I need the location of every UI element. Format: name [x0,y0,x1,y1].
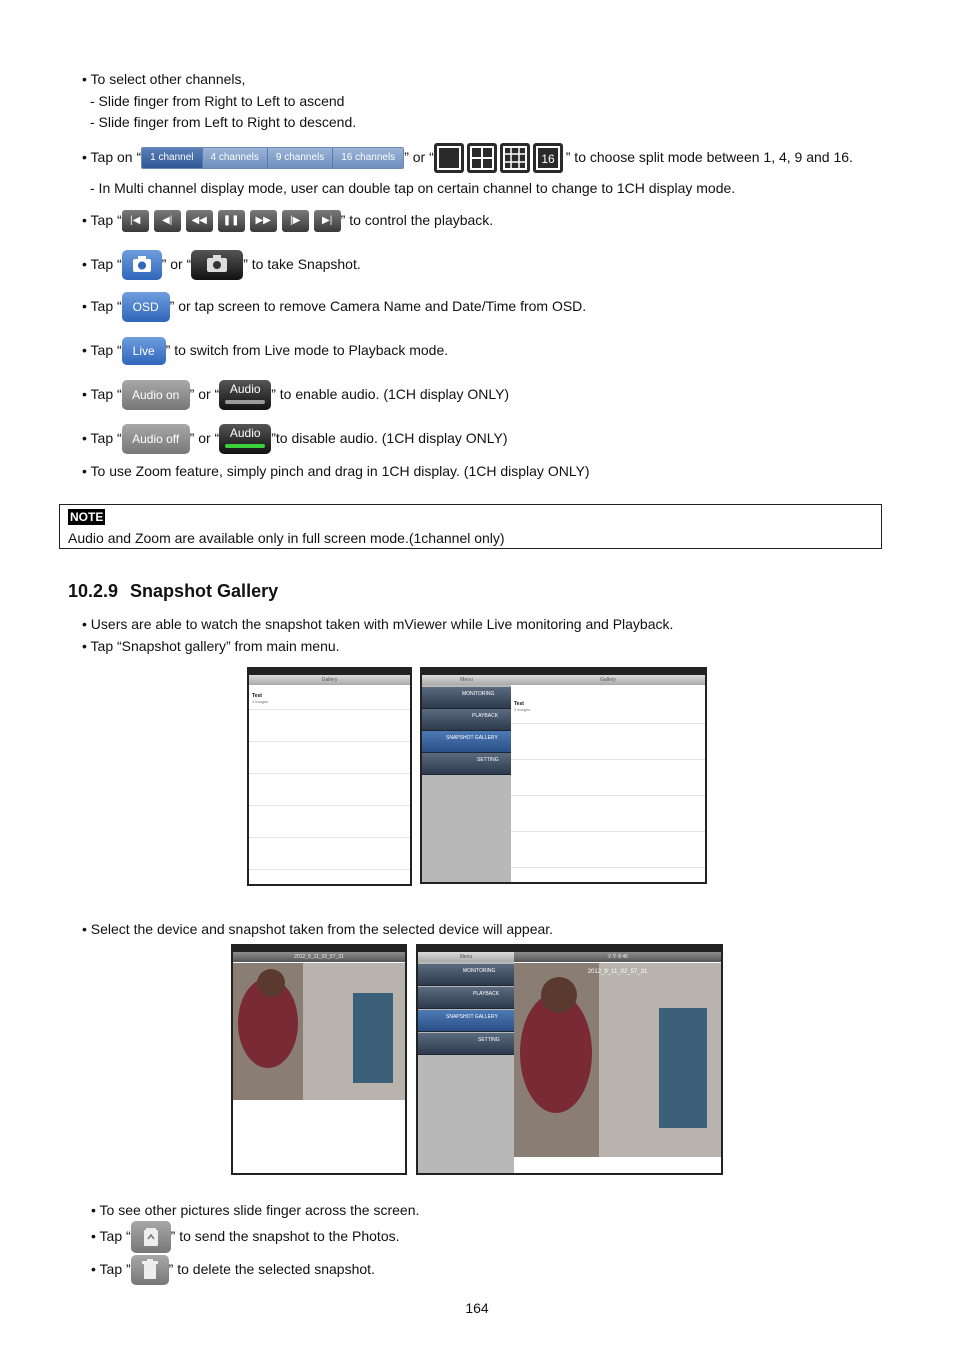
bullet-ascend: - Slide finger from Right to Left to ascend [90,93,345,109]
note-label: NOTE [70,510,104,524]
menu-item-monitoring[interactable]: MONITORING [418,964,514,986]
menu-nav-bar: Menu [418,952,514,962]
audio-level-bar-green [225,444,265,448]
menu-item-snapshot-gallery[interactable]: SNAPSHOT GALLERY [418,1010,514,1032]
trash-icon[interactable] [131,1255,169,1285]
split-9-icon[interactable] [500,143,530,173]
bullet-select-channels: • To select other channels, [82,71,246,87]
audio-dark-button[interactable]: Audio [219,380,271,410]
menu-item-snapshot-gallery[interactable]: SNAPSHOT GALLERY [422,731,511,753]
split-16-label: 16 [541,152,555,167]
step-forward-icon[interactable]: |▶ [282,210,309,232]
menu-nav-bar: Menu [422,675,511,685]
bullet-audio-off: • Tap “ Audio off ” or “ Audio ”to disable audio. (1CH display ONLY) [82,422,508,454]
1-channel-button[interactable]: 1 channel [142,148,201,168]
bullet-gallery-menu: • Tap “Snapshot gallery” from main menu. [82,638,340,654]
bullet-split-mode: • Tap on “ 1 channel 4 channels 9 channels 16 channels ” or “ 16 ” to choose split mode between 1, 4, 9 and 16. [82,142,853,173]
bullet-snapshot: • Tap “ ” or “ ” to take Snapshot. [82,248,361,280]
photo-title: 2012_9_11_02_57_31 [587,969,648,975]
live-button[interactable]: Live [122,337,166,365]
menu-item-playback[interactable]: PLAYBACK [422,709,511,731]
device-name[interactable]: Test [514,701,524,707]
note-box [59,504,882,549]
camera-icon[interactable] [122,250,162,280]
menu-item-playback[interactable]: PLAYBACK [418,987,514,1009]
bullet-zoom: • To use Zoom feature, simply pinch and drag in 1CH display. (1CH display ONLY) [82,463,590,479]
photo-nav-bar: 오후 8:46 [514,952,721,962]
osd-button[interactable]: OSD [122,292,170,322]
audio-level-bar [225,400,265,404]
skip-start-icon[interactable]: |◀ [122,210,149,232]
send-to-photos-icon[interactable] [131,1221,171,1253]
bullet-gallery-intro: • Users are able to watch the snapshot taken with mViewer while Live monitoring and Playback. [82,616,674,632]
audio-on-button[interactable]: Audio on [122,380,190,410]
pause-icon[interactable]: ❚❚ [218,210,245,232]
gallery-list-portrait-screenshot [247,667,412,886]
gallery-nav-bar: Gallery [511,675,705,685]
bullet-multi-channel-note: - In Multi channel display mode, user can double tap on certain channel to change to 1CH display mode. [90,180,736,196]
menu-item-setting[interactable]: SETTING [422,753,511,775]
bullet-osd: • Tap “ OSD ” or tap screen to remove Camera Name and Date/Time from OSD. [82,290,586,322]
bullet-slide-pictures: • To see other pictures slide finger across the screen. [91,1202,420,1218]
photo-panel [514,952,721,1173]
note-text: Audio and Zoom are available only in full screen mode.(1channel only) [68,530,505,546]
9-channels-button[interactable]: 9 channels [267,148,332,168]
split-1-icon[interactable] [434,143,464,173]
fast-forward-icon[interactable]: ▶▶ [250,210,277,232]
channel-segmented-control[interactable] [141,147,404,169]
bullet-descend: - Slide finger from Left to Right to descend. [90,114,357,130]
menu-item-monitoring[interactable]: MONITORING [422,687,511,709]
gallery-panel [511,675,705,882]
split-16-icon[interactable] [533,143,563,173]
gallery-nav-bar: Gallery [249,675,410,685]
section-heading: 10.2.9 Snapshot Gallery [68,581,279,601]
rewind-icon[interactable]: ◀◀ [186,210,213,232]
bullet-playback: • Tap “ |◀ ◀| ◀◀ ❚❚ ▶▶ |▶ ▶| ” to control the playback. [82,208,493,232]
menu-item-setting[interactable]: SETTING [418,1033,514,1055]
audio-off-button[interactable]: Audio off [122,424,190,454]
main-menu-panel [418,952,514,1173]
photo-nav-bar: 2012_9_11_02_57_31 [233,952,405,962]
16-channels-button[interactable]: 16 channels [332,148,403,168]
snapshot-photo[interactable] [233,963,405,1100]
snapshot-photo[interactable] [514,963,721,1157]
snapshot-landscape-screenshot [416,944,723,1175]
skip-end-icon[interactable]: ▶| [314,210,341,232]
snapshot-portrait-screenshot [231,944,407,1175]
camera-dark-icon[interactable] [191,250,243,280]
device-image-count: 4 images [514,707,531,712]
bullet-live: • Tap “ Live ” to switch from Live mode to Playback mode. [82,335,448,365]
device-image-count: 4 images [252,699,269,704]
device-name[interactable]: Test [252,693,262,699]
bullet-send-photos: • Tap “ ” to send the snapshot to the Photos. [91,1220,400,1253]
main-menu-panel [422,675,511,882]
4-channels-button[interactable]: 4 channels [202,148,267,168]
bullet-select-device: • Select the device and snapshot taken from the selected device will appear. [82,921,554,937]
page-number: 164 [465,1300,489,1316]
bullet-audio-on: • Tap “ Audio on ” or “ Audio ” to enable audio. (1CH display ONLY) [82,378,509,410]
audio-green-button[interactable]: Audio [219,424,271,454]
gallery-list-landscape-screenshot [420,667,707,884]
bullet-delete-snapshot: • Tap ” ” to delete the selected snapshot. [91,1253,375,1285]
split-4-icon[interactable] [467,143,497,173]
step-back-icon[interactable]: ◀| [154,210,181,232]
